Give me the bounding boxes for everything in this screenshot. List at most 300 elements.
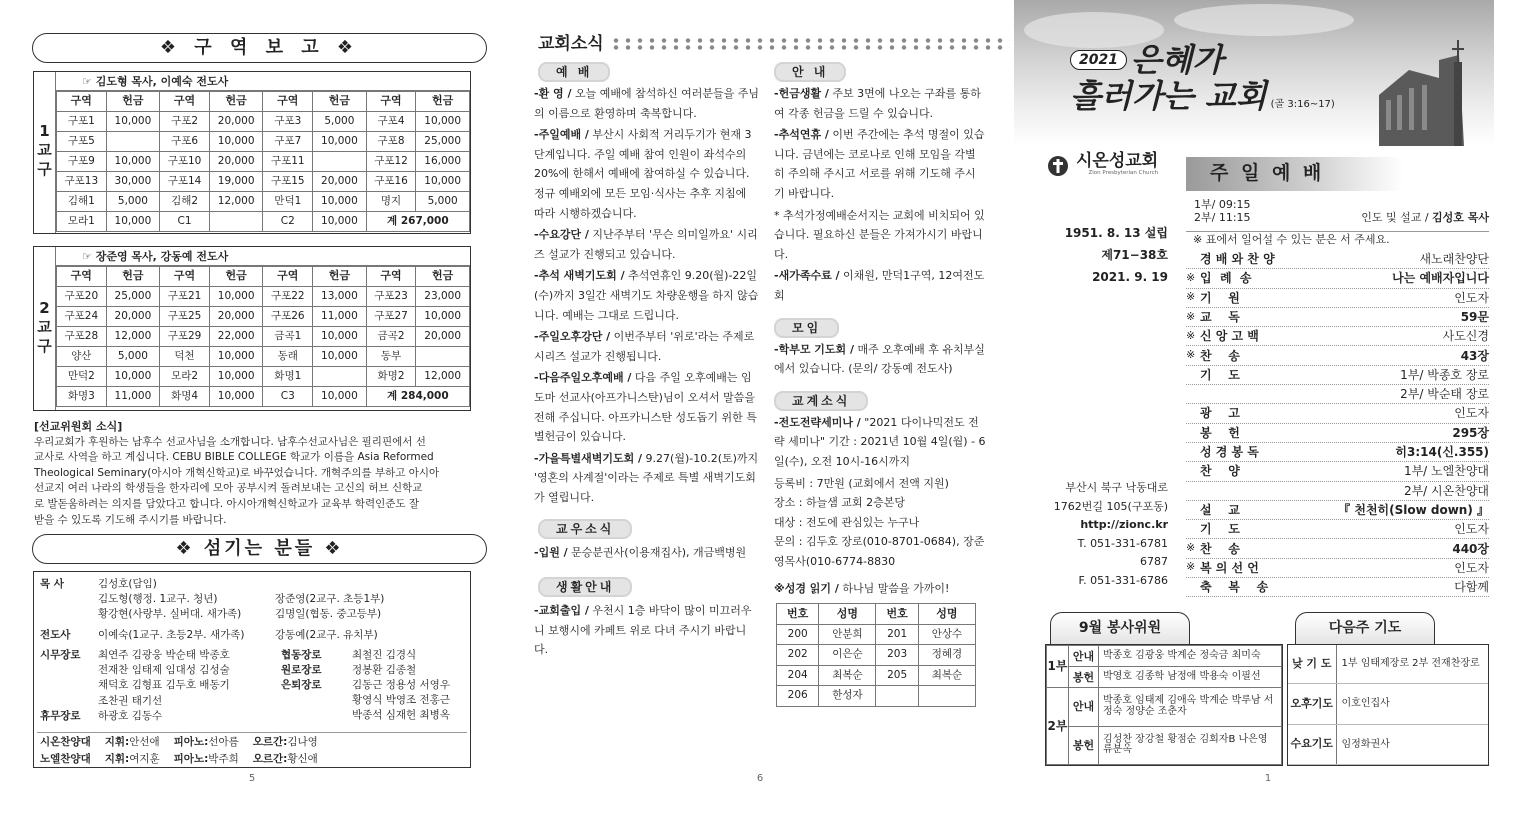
page-number-5: 5 [248, 773, 256, 784]
volunteers-box [1045, 644, 1283, 766]
volunteer-part: 2부 [1047, 688, 1069, 765]
g2-col-header: 헌금 [416, 267, 470, 287]
choir-noel [40, 752, 318, 767]
table-cell: 10,000 [416, 172, 470, 192]
church-news-title: 교회소식 [538, 34, 604, 54]
order-mark: ※ [1186, 290, 1196, 304]
order-mark: ※ [1186, 309, 1196, 323]
table-cell: 금곡1 [263, 327, 313, 347]
bible-reading [774, 579, 986, 599]
table-cell: 모라1 [57, 212, 107, 232]
order-label: 기 도 [1200, 522, 1240, 537]
table-cell: 김해2 [160, 192, 210, 212]
order-row [1186, 385, 1489, 404]
rest-elder-label: 휴무장로 [40, 710, 81, 722]
bulletin-date: 2021. 9. 19 [1092, 270, 1168, 284]
prayer-names: 1부 임태제장로 2부 전재찬장로 [1336, 645, 1488, 684]
issue-number: 제71−38호 [1101, 248, 1168, 262]
table-cell: 10,000 [209, 347, 263, 367]
table-cell: 구포29 [160, 327, 210, 347]
order-row [1186, 269, 1489, 288]
order-value: 1부/ 박종호 장로 [1400, 367, 1489, 382]
table-cell: 구포13 [57, 172, 107, 192]
church-logo-icon [1046, 153, 1072, 177]
table-cell: 10,000 [313, 347, 367, 367]
table-row [57, 387, 470, 407]
order-row [1186, 308, 1489, 327]
group-2-label-b: 구 [37, 337, 52, 355]
table-cell: 16,000 [416, 152, 470, 172]
table-cell: 20,000 [209, 152, 263, 172]
table-cell: 22,000 [209, 327, 263, 347]
news-item-entry-title: -교회출입 / [534, 604, 589, 618]
group-1-leader: ☞ 김도형 목사, 이예숙 전도사 [56, 72, 470, 91]
table-row [57, 347, 470, 367]
g2-col-header: 헌금 [209, 267, 263, 287]
district-total: 계 284,000 [366, 387, 469, 407]
mission-line-6: 받을 수 있도록 기도해 주시기를 바랍니다. [34, 513, 227, 526]
g1-header-row [57, 92, 470, 112]
choir-noel-organ: 황신애 [287, 753, 318, 765]
g2-col-header: 구역 [57, 267, 107, 287]
edu-badge: 교우소식 [538, 519, 632, 539]
bible-cell: 202 [777, 645, 819, 666]
table-cell [209, 212, 263, 232]
group-2-label-a: 교 [37, 318, 52, 336]
order-label: 축 복 송 [1200, 580, 1269, 595]
bible-reading-text: 하나님 말씀을 가까이! [838, 582, 950, 596]
table-cell: 10,000 [209, 367, 263, 387]
bible-reading-table [776, 603, 976, 707]
g1-col-header: 헌금 [313, 92, 367, 112]
prayer-names: 이호인집사 [1336, 684, 1488, 724]
news-item [534, 84, 759, 123]
table-cell: 구포24 [57, 307, 107, 327]
guide-item-body: 이번 주간에는 추석 명절이 있습니다. 금년에는 코로나로 인해 모임을 각별히 주의해 주시고 서로를 위해 기도해 주시기 바랍니다. [774, 128, 985, 200]
guide-item-body: 이채원, 만덕1구역, 12여전도회 [774, 269, 985, 302]
table-cell: 25,000 [416, 132, 470, 152]
order-label: 입 례 송 [1200, 271, 1252, 286]
bible-row [777, 665, 976, 686]
order-label: 봉 헌 [1200, 425, 1240, 440]
table-cell: 동래 [263, 347, 313, 367]
bible-cell: 안분희 [819, 624, 876, 645]
website-url: http://zionc.kr [1080, 518, 1168, 531]
seminar-line-2: 장소 : 하늘샘 교회 2층본당 [774, 496, 905, 510]
table-cell: 화명2 [366, 367, 416, 387]
table-cell [313, 367, 367, 387]
table-row [57, 307, 470, 327]
retired-line-2: 황영식 박영조 전홍근 [352, 694, 450, 707]
order-row [1186, 539, 1489, 558]
volunteer-role: 안내 [1069, 646, 1099, 667]
table-cell: 5,000 [313, 112, 367, 132]
table-cell: 구포8 [366, 132, 416, 152]
order-value: 『 천천히(Slow down) 』 [1338, 502, 1489, 517]
table-cell: 만덕2 [57, 367, 107, 387]
mission-title: [선교위원회 소식] [34, 420, 123, 433]
order-label: 성 경 봉 독 [1200, 445, 1259, 460]
seminar-line-3: 대상 : 전도에 관심있는 누구나 [774, 515, 920, 529]
volunteer-role: 봉헌 [1069, 667, 1099, 688]
g1-col-header: 구역 [263, 92, 313, 112]
order-value: 다함께 [1454, 580, 1489, 595]
group-2-leader: ☞ 장준영 목사, 강동예 전도사 [56, 247, 470, 266]
guide-item [774, 206, 986, 265]
table-cell: 구포10 [160, 152, 210, 172]
choir-zion [40, 735, 318, 750]
choir-zion-conductor-label: 지휘: [104, 736, 130, 748]
order-value: 히3:14(신.355) [1395, 445, 1489, 460]
table-cell: 12,000 [106, 327, 160, 347]
order-mark: ※ [1186, 271, 1196, 285]
external-badge: 교계소식 [774, 391, 868, 411]
table-cell: 구포27 [366, 307, 416, 327]
order-value: 2부/ 박순태 장로 [1400, 387, 1489, 402]
table-row [57, 212, 470, 232]
bible-cell [876, 686, 918, 707]
choir-zion-organ-label: 오르간: [252, 736, 288, 748]
address-line-1: 부산시 북구 낙동대로 [1065, 481, 1168, 494]
prayer-row [1288, 724, 1488, 764]
table-cell: 10,000 [106, 112, 160, 132]
slogan-line-2: 흘러가는 교회 [1070, 77, 1267, 115]
choir-noel-name: 노엘찬양대 [40, 753, 91, 765]
table-cell: 12,000 [209, 192, 263, 212]
choir-noel-piano-label: 피아노: [173, 753, 209, 765]
news-item [534, 125, 759, 223]
order-row [1186, 559, 1489, 578]
g2-col-header: 구역 [160, 267, 210, 287]
bible-cell: 201 [876, 624, 918, 645]
emeritus-elder-label: 원로장로 [281, 664, 322, 676]
address-line-2: 1762번길 105(구포동) [1053, 499, 1168, 513]
table-row [57, 172, 470, 192]
mission-line-4: 선교지 여러 나라의 학생들을 한자리에 모아 공부시켜 돌려보내는 고신의 허브 신학교 [34, 482, 423, 495]
table-cell: 구포22 [263, 287, 313, 307]
g1-col-header: 헌금 [209, 92, 263, 112]
service-time-2: 2부/ 11:15 [1194, 211, 1251, 224]
volunteer-part: 1부 [1047, 646, 1069, 688]
bible-row [777, 645, 976, 666]
table-cell: 5,000 [106, 192, 160, 212]
order-row [1186, 250, 1489, 269]
table-cell: C3 [263, 387, 313, 407]
prayer-tab: 다음주 기도 [1295, 612, 1435, 644]
retired-line-3: 박종석 심재헌 최병옥 [352, 709, 450, 722]
table-cell: 화명3 [57, 387, 107, 407]
guide-item-title: -추석연휴 / [774, 128, 829, 142]
order-value: 새노래찬양단 [1419, 252, 1489, 267]
prayer-table [1288, 645, 1488, 765]
slogan-line-1: 은혜가 [1130, 41, 1224, 79]
table-cell: 11,000 [313, 307, 367, 327]
g1-col-header: 헌금 [416, 92, 470, 112]
elder-line-2: 전재찬 임태제 임대성 김성술 [98, 664, 230, 677]
choir-noel-conductor-label: 지휘: [104, 753, 130, 765]
order-row [1186, 424, 1489, 443]
news-item-title: -주일예배 / [534, 128, 589, 142]
order-mark: ※ [1186, 560, 1196, 574]
news-item-parents-title: -학부모 기도회 / [774, 342, 854, 356]
district-report-title: ❖ 구 역 보 고 ❖ [32, 33, 487, 63]
g2-col-header: 구역 [366, 267, 416, 287]
mission-line-1: 우리교회가 후원하는 남후수 선교사님을 소개합니다. 남후수선교사님은 필리핀에서 선 [34, 435, 426, 448]
table-cell: 30,000 [106, 172, 160, 192]
table-cell: 10,000 [313, 192, 367, 212]
established-date: 1951. 8. 13 설립 [1064, 226, 1168, 240]
choir-zion-piano: 선아름 [208, 736, 239, 748]
g2-col-header: 헌금 [313, 267, 367, 287]
news-item-seminar-body: "2021 다이나믹전도 전략 세미나" 기간 : 2021년 10월 4일(월) - 6일(수), 오전 10시-16시까지 [774, 415, 986, 468]
volunteer-row [1047, 688, 1282, 727]
order-value: 440장 [1452, 541, 1489, 556]
order-value: 인도자 [1454, 406, 1489, 421]
table-cell: 5,000 [416, 192, 470, 212]
group-2-offering-table [56, 266, 470, 407]
news-item [534, 266, 759, 325]
table-cell: 구포7 [263, 132, 313, 152]
retired-line-1: 김동근 정용성 서영우 [352, 679, 450, 691]
order-row [1186, 578, 1489, 597]
volunteer-role: 안내 [1069, 688, 1099, 727]
table-cell: 11,000 [106, 387, 160, 407]
prayer-role: 수요기도 [1288, 724, 1336, 764]
guide-badge: 안 내 [774, 62, 846, 82]
stand-note: ※ 표에서 일어설 수 있는 분은 서 주세요. [1193, 233, 1390, 246]
slogan-verse: (골 3:16~17) [1270, 99, 1335, 110]
bible-cell: 203 [876, 645, 918, 666]
prayer-role: 낮 기 도 [1288, 645, 1336, 684]
group-1-label-num: 1 [39, 122, 50, 140]
news-item-title: -주일오후강단 / [534, 330, 611, 344]
elder-line-1: 최연주 김광웅 박순태 박종호 [98, 649, 230, 661]
table-cell: 20,000 [209, 307, 263, 327]
volunteers-table [1046, 645, 1282, 765]
table-cell: 구포12 [366, 152, 416, 172]
table-cell: 20,000 [209, 112, 263, 132]
news-item-title: -가을특별새벽기도회 / [534, 451, 643, 465]
table-cell: 구포16 [366, 172, 416, 192]
g1-col-header: 구역 [57, 92, 107, 112]
order-mark: ※ [1186, 348, 1196, 362]
mission-news [34, 419, 479, 528]
preacher-label: 인도 및 설교 / [1361, 211, 1433, 224]
news-item-body: 9.27(월)-10.2(토)까지 '영혼의 사계절'이라는 주제로 특별 새벽기도회가 열립니다. [534, 451, 759, 504]
table-cell [416, 347, 470, 367]
volunteer-role: 봉헌 [1069, 726, 1099, 765]
table-cell: 10,000 [313, 327, 367, 347]
order-label: 경 배 와 찬 양 [1200, 252, 1275, 267]
table-cell: 금곡2 [366, 327, 416, 347]
table-cell: 화명1 [263, 367, 313, 387]
order-label: 찬 송 [1200, 541, 1240, 556]
table-row [57, 152, 470, 172]
prayer-row [1288, 684, 1488, 724]
volunteer-row [1047, 667, 1282, 688]
table-row [57, 112, 470, 132]
prayer-row [1288, 645, 1488, 684]
volunteer-names: 박종호 임태제 김애옥 박계순 박루남 서정숙 정양순 조춘자 [1099, 688, 1282, 727]
choir-noel-organ-label: 오르간: [252, 753, 288, 765]
g1-col-header: 헌금 [106, 92, 160, 112]
group-1-offering-table [56, 91, 470, 232]
bible-cell: 200 [777, 624, 819, 645]
g1-col-header: 구역 [366, 92, 416, 112]
bible-header-row [777, 604, 976, 625]
seminar-line-1: 등록비 : 7만원 (교회에서 전액 지원) [774, 476, 949, 490]
order-label: 복 의 선 언 [1200, 560, 1259, 575]
table-cell: 13,000 [313, 287, 367, 307]
table-cell: 10,000 [313, 132, 367, 152]
guide-item-body: 추석가정예배순서지는 교회에 비치되어 있습니다. 필요하신 분들은 가져가시기 바랍니다. [774, 208, 985, 261]
guide-item [774, 266, 986, 305]
servants-box [33, 571, 471, 768]
coop-elder-text: 최철진 김경식 [352, 649, 417, 661]
order-row [1186, 520, 1489, 539]
table-cell: 10,000 [209, 387, 263, 407]
choir-noel-conductor: 여지훈 [129, 753, 160, 765]
volunteer-names: 박종호 김광웅 박계순 정숙금 최미숙 [1099, 646, 1282, 667]
table-cell: 양산 [57, 347, 107, 367]
retired-elder-label: 은퇴장로 [281, 679, 322, 691]
news-item-entry-body: 우천시 1층 바닥이 많이 미끄러우니 보행시에 카페트 위로 다녀 주시기 바랍니다. [534, 604, 752, 657]
table-cell: 10,000 [106, 152, 160, 172]
news-item-parents-body: 매주 오후예배 후 유치부실에서 있습니다. (문의/ 강동예 전도사) [774, 342, 985, 376]
phone-1: T. 051-331-6781 [1077, 536, 1168, 550]
bible-reading-title: ※성경 읽기 / [774, 582, 839, 596]
order-label: 기 원 [1200, 290, 1240, 305]
order-value: 나는 예배자입니다 [1392, 271, 1489, 286]
order-label: 찬 양 [1200, 464, 1240, 479]
g2-header-row [57, 267, 470, 287]
order-value: 인도자 [1454, 522, 1489, 537]
news-item-parents [774, 340, 986, 379]
news-item-body: 부산시 사회적 거리두기가 현재 3단계입니다. 주일 예배 참여 인원이 좌석수의 20%에 한해서 예배에 참여하실 수 있습니다. 정규 예배외에 모든 모임·식사는 추후 지침에 따라 시행하겠습니다. [534, 128, 752, 220]
order-label: 교 독 [1200, 309, 1240, 324]
table-cell: 19,000 [209, 172, 263, 192]
order-value: 인도자 [1454, 290, 1489, 305]
bible-col-header: 번호 [777, 604, 819, 625]
order-mark: ※ [1186, 328, 1196, 342]
volunteer-names: 박영호 김종학 남정애 박용숙 이필선 [1099, 667, 1282, 688]
seminar-line-4: 문의 : 김두호 장로(010-8701-0684), 장준영목사(010-6774-8830 [774, 535, 985, 568]
service-title-banner [1186, 157, 1496, 191]
order-row [1186, 346, 1489, 365]
servants-title: ❖ 섬기는 분들 ❖ [32, 534, 487, 564]
table-cell: 10,000 [106, 212, 160, 232]
table-row [57, 132, 470, 152]
pastor-line-2: 김도형(행정. 1교구. 청년) [98, 593, 218, 606]
bible-cell: 안상수 [918, 624, 975, 645]
table-cell: 구포6 [160, 132, 210, 152]
table-cell: C2 [263, 212, 313, 232]
bible-cell: 최복순 [918, 665, 975, 686]
table-cell: 25,000 [106, 287, 160, 307]
order-row [1186, 482, 1489, 501]
bible-row [777, 624, 976, 645]
prayer-names: 임정화권사 [1336, 724, 1488, 764]
mission-line-3: Theological Seminary(아시아 개혁신학교)로 바꾸었습니다. 개혁주의를 부하고 아시아 [34, 466, 440, 479]
table-cell: 구포14 [160, 172, 210, 192]
news-item-body: 이번주부터 '위로'라는 주제로 시리즈 설교가 진행됩니다. [534, 330, 755, 363]
table-cell: 10,000 [313, 212, 367, 232]
order-row [1186, 501, 1489, 520]
news-item-seminar [774, 413, 986, 472]
guide-item-title: * [774, 208, 783, 222]
pastor-line-5: 김명일(협동. 중고등부) [275, 608, 382, 621]
table-cell: 구포20 [57, 287, 107, 307]
order-label: 찬 송 [1200, 348, 1240, 363]
phone-2: 6787 [1140, 555, 1168, 568]
news-item-body: 오늘 예배에 참석하신 여러분들을 주님의 이름으로 환영하며 축복합니다. [534, 87, 759, 120]
bible-col-header: 성명 [819, 604, 876, 625]
service-title: 주 일 예 배 [1210, 162, 1325, 185]
service-time-1: 1부/ 09:15 [1194, 198, 1251, 211]
news-item-body: 지난주부터 '무슨 의미일까요' 시리즈 설교가 진행되고 있습니다. [534, 228, 758, 261]
order-row [1186, 327, 1489, 346]
table-cell: 20,000 [416, 327, 470, 347]
elder-label: 시무장로 [40, 649, 81, 661]
news-item-body: 추석연휴인 9.20(월)-22일(수)까지 3일간 새벽기도 차량운행을 하지 않습니다. 예배는 그대로 드립니다. [534, 269, 759, 322]
g2-col-header: 구역 [263, 267, 313, 287]
meeting-badge: 모임 [774, 318, 839, 338]
news-item-seminar-title: -전도전략세미나 / [774, 415, 861, 429]
news-left-column [534, 62, 759, 662]
order-row [1186, 462, 1489, 481]
group-2-label-num: 2 [39, 299, 50, 317]
order-label: 신 앙 고 백 [1200, 329, 1259, 344]
coop-elder-label: 협동장로 [281, 649, 322, 661]
table-row [57, 287, 470, 307]
table-cell: 구포23 [366, 287, 416, 307]
bible-cell: 정혜경 [918, 645, 975, 666]
group-1-label [34, 72, 56, 233]
table-cell: 구포11 [263, 152, 313, 172]
order-value: 43장 [1460, 348, 1489, 363]
volunteers-tab: 9월 봉사위원 [1050, 612, 1190, 644]
table-cell: 구포9 [57, 152, 107, 172]
table-cell: 김해1 [57, 192, 107, 212]
evangelist-text-2: 강동예(2교구. 유치부) [275, 629, 378, 641]
table-cell: 10,000 [106, 367, 160, 387]
guide-item-title: -헌금생활 / [774, 87, 829, 100]
table-cell: 구포4 [366, 112, 416, 132]
order-value: 295장 [1452, 425, 1489, 440]
evangelist-text: 이예숙(1교구. 초등2부. 새가족) [98, 629, 245, 641]
bible-col-header: 성명 [918, 604, 975, 625]
church-name: 시온성교회 [1076, 151, 1159, 171]
news-item-body: 다음 주일 오후예배는 임도마 선교사(아프가니스탄)님이 오셔서 말씀을 전해 주십니다. 아프카니스탄 성도돕기 위한 특별헌금이 있습니다. [534, 371, 757, 444]
table-cell: 10,000 [209, 132, 263, 152]
table-cell: 만덕1 [263, 192, 313, 212]
order-row [1186, 443, 1489, 462]
bible-cell: 한성자 [819, 686, 876, 707]
prayer-role: 오후기도 [1288, 684, 1336, 724]
guide-item [774, 84, 986, 123]
table-cell: 구포1 [57, 112, 107, 132]
pastor-line-4: 장준영(2교구. 초등1부) [275, 593, 385, 605]
news-item [534, 368, 759, 446]
bible-col-header: 번호 [876, 604, 918, 625]
evangelist-label: 전도사 [40, 629, 71, 641]
table-cell: 23,000 [416, 287, 470, 307]
group-1-label-a: 교 [37, 141, 52, 159]
news-item-entry [534, 601, 759, 660]
order-mark: ※ [1186, 541, 1196, 555]
table-cell: 구포15 [263, 172, 313, 192]
guide-item-title: -새가족수료 / [774, 269, 840, 283]
